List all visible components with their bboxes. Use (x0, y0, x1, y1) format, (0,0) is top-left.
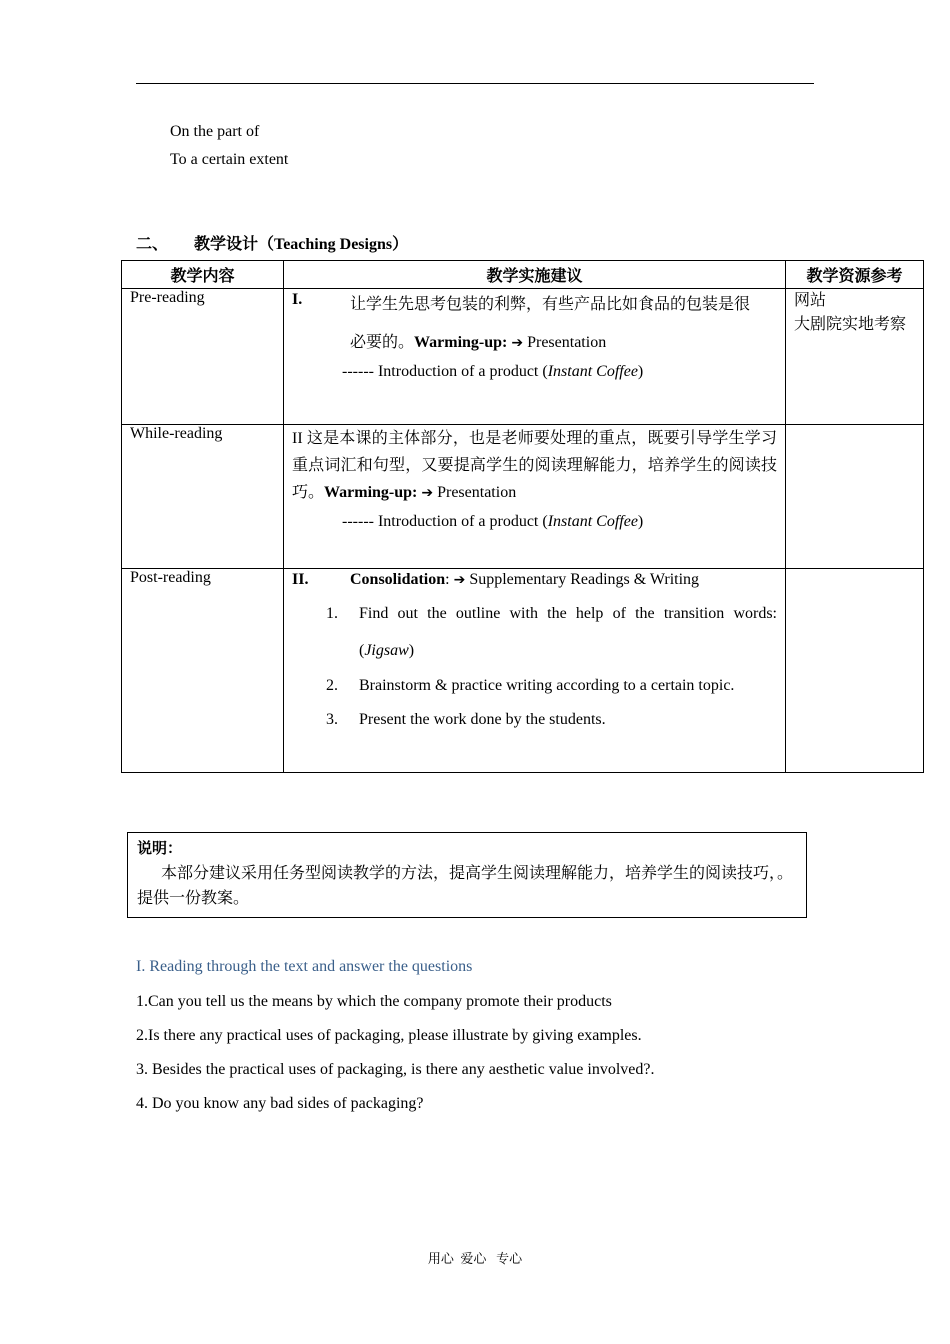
table-row (122, 425, 924, 569)
consolidation-colon: : (445, 571, 450, 588)
header-rule (136, 83, 814, 84)
list-item-num: 1. (326, 605, 338, 622)
stage-label: Pre-reading (130, 289, 205, 306)
pre-text-1: 让学生先思考包装的利弊，有些产品比如食品的包装是很 (350, 296, 751, 313)
intro-prefix: ------ Introduction of a product ( (342, 363, 548, 380)
pre-text-2-cn: 必要的。 (350, 334, 415, 351)
intro-line (284, 507, 785, 537)
resource-cell (786, 289, 924, 425)
intro-prefix: ------ Introduction of a product ( (342, 513, 548, 530)
stage-cell (122, 425, 284, 569)
consolidation-rest: Supplementary Readings & Writing (469, 571, 700, 588)
arrow-icon: ➔ (453, 572, 466, 588)
jigsaw-label: Jigsaw (364, 642, 409, 659)
header-suggestions: 教学实施建议 (284, 261, 786, 289)
suggestion-cell (284, 569, 786, 773)
question-item: 3. Besides the practical uses of packaging, is there any aesthetic value involved?. (136, 1061, 655, 1078)
suggestion-cell (284, 425, 786, 569)
step-marker: II. (292, 571, 309, 588)
pre-text-2 (350, 329, 606, 352)
section-title (136, 231, 408, 254)
resource-cell (786, 569, 924, 773)
list-item-text: Present the work done by the students. (359, 711, 606, 728)
jigsaw-open: ( (359, 642, 365, 659)
arrow-icon: ➔ (421, 485, 434, 501)
intro-suffix: ) (637, 513, 644, 530)
header-content: 教学内容 (122, 261, 284, 289)
stage-label: While-reading (130, 425, 223, 442)
step-marker: I. (292, 291, 303, 308)
intro-line (342, 363, 643, 381)
arrow-icon: ➔ (511, 335, 524, 351)
table-header-row (122, 261, 924, 289)
phrase-2: To a certain extent (170, 151, 289, 168)
table-row (122, 569, 924, 773)
table-row (122, 289, 924, 425)
questions-heading: I. Reading through the text and answer the questions (136, 958, 473, 975)
footer-text: 用心 爱心 专心 (427, 1251, 523, 1266)
question-item: 1.Can you tell us the means by which the company promote their products (136, 993, 612, 1010)
intro-product: Instant Coffee (547, 513, 638, 530)
while-text: II 这是本课的主体部分，也是老师要处理的重点，既要引导学生学习重点词汇和句型，又要提高学生的阅读理解能力，培养学生的阅读技巧。 (292, 430, 777, 501)
presentation-label: Presentation (437, 484, 517, 501)
while-paragraph (284, 425, 785, 507)
section-title-text: 教学设计（Teaching Designs） (194, 236, 409, 253)
note-body: 本部分建议采用任务型阅读教学的方法，提高学生阅读理解能力，培养学生的阅读技巧，。提供一份教案。 (137, 865, 794, 907)
intro-suffix: ) (637, 363, 644, 380)
header-resources: 教学资源参考 (786, 261, 924, 289)
consolidation-label: Consolidation (350, 571, 446, 588)
warming-up-label: Warming-up: (324, 484, 418, 501)
jigsaw-close: ) (408, 642, 415, 659)
resource-cell (786, 425, 924, 569)
warming-up-label: Warming-up: (414, 334, 508, 351)
presentation-label: Presentation (527, 334, 607, 351)
resource-website: 网站 (794, 292, 827, 309)
question-item: 4. Do you know any bad sides of packaging? (136, 1095, 424, 1112)
phrase-1: On the part of (170, 123, 260, 140)
note-title: 说明： (137, 841, 183, 857)
page-footer (0, 1248, 950, 1267)
stage-cell (122, 569, 284, 773)
resource-theatre: 大剧院实地考察 (794, 316, 907, 333)
intro-product: Instant Coffee (547, 363, 638, 380)
list-item-num: 2. (326, 677, 338, 694)
suggestion-cell (284, 289, 786, 425)
stage-cell (122, 289, 284, 425)
teaching-design-table (121, 260, 924, 773)
stage-label: Post-reading (130, 569, 211, 586)
section-number: 二、 (136, 236, 169, 253)
list-item-text: Find out the outline with the help of the transition words: (359, 605, 777, 622)
consolidation-line (350, 571, 699, 589)
question-item: 2.Is there any practical uses of packaging, please illustrate by giving examples. (136, 1027, 642, 1044)
list-item-num: 3. (326, 711, 338, 728)
list-item-text: Brainstorm & practice writing according to a certain topic. (359, 677, 735, 694)
note-box (127, 832, 807, 918)
list-item-continuation (359, 642, 414, 660)
